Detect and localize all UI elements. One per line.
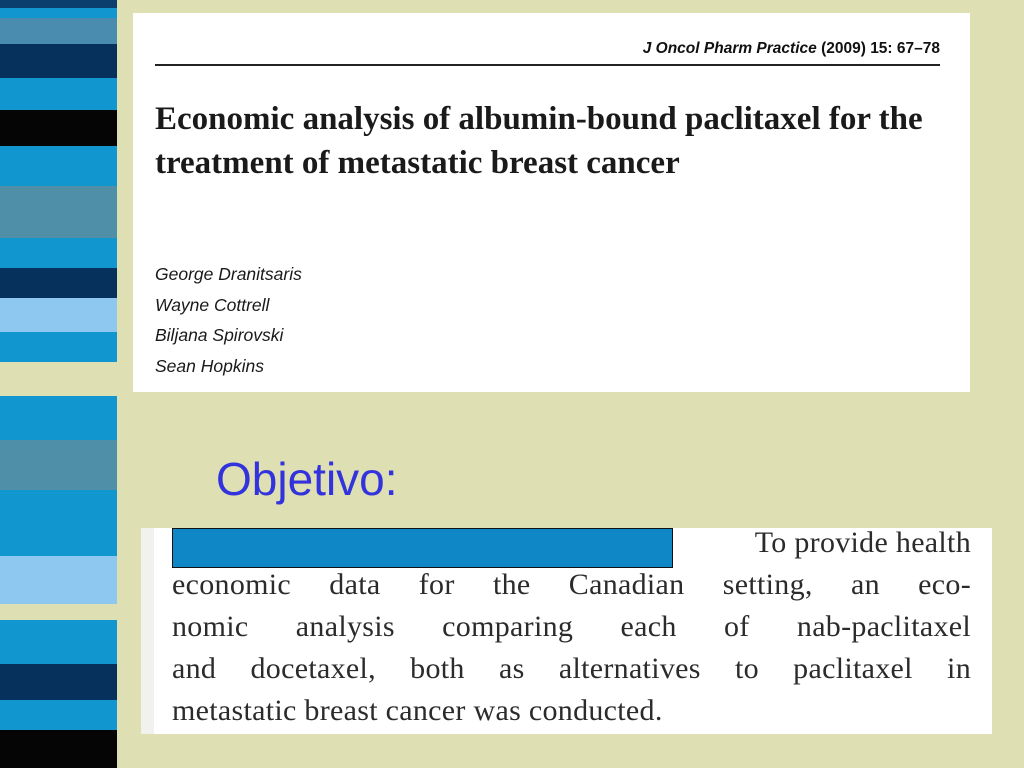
stripe bbox=[0, 298, 117, 332]
journal-name: J Oncol Pharm Practice bbox=[642, 40, 817, 57]
abstract-line: and docetaxel, both as alternatives to paclitaxel in bbox=[172, 652, 971, 685]
stripe bbox=[0, 268, 117, 298]
stripe bbox=[0, 0, 117, 8]
author-name: Sean Hopkins bbox=[155, 355, 264, 376]
abstract-line: metastatic breast cancer was conducted. bbox=[172, 694, 663, 727]
author-name: Biljana Spirovski bbox=[155, 325, 284, 345]
stripe bbox=[0, 362, 117, 396]
paper-title: Economic analysis of albumin-bound paclitaxel for the treatment of metastatic breast cancer bbox=[155, 101, 923, 181]
author-list bbox=[155, 259, 302, 381]
abstract-excerpt bbox=[141, 528, 992, 734]
stripe bbox=[0, 664, 117, 700]
journal-reference bbox=[643, 40, 940, 58]
author-name: George Dranitsaris bbox=[155, 264, 302, 284]
abstract-line: economic data for the Canadian setting, an eco- bbox=[172, 568, 971, 601]
stripe bbox=[0, 44, 117, 78]
journal-citation: (2009) 15: 67–78 bbox=[821, 40, 940, 57]
stripe bbox=[0, 18, 117, 44]
stripe bbox=[0, 604, 117, 620]
abstract-line: To provide health bbox=[754, 526, 971, 559]
abstract-line: nomic analysis comparing each of nab-paclitaxel bbox=[172, 610, 971, 643]
stripe bbox=[0, 730, 117, 768]
stripe bbox=[0, 186, 117, 238]
abstract-gutter bbox=[141, 528, 154, 734]
paper-header bbox=[133, 13, 970, 392]
stripe bbox=[0, 440, 117, 490]
decorative-stripe-column bbox=[0, 0, 117, 768]
stripe bbox=[0, 110, 117, 146]
section-heading: Objetivo: bbox=[216, 453, 398, 505]
header-rule bbox=[155, 64, 940, 66]
author-name: Wayne Cottrell bbox=[155, 294, 270, 315]
stripe bbox=[0, 556, 117, 604]
abstract-text bbox=[172, 522, 971, 732]
